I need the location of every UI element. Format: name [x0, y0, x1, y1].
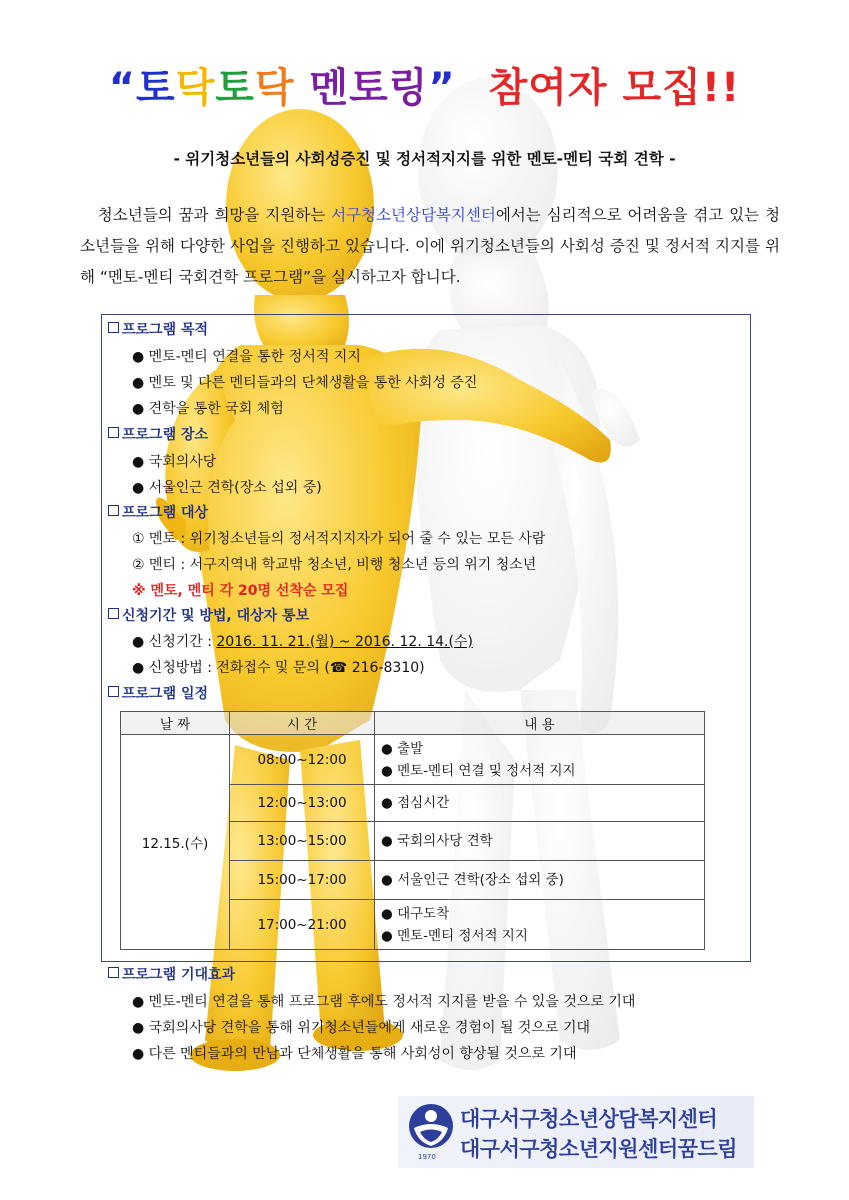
- effect-item-2: ● 국회의사당 견학을 통해 위기청소년들에게 새로운 경험이 될 것으로 기대: [132, 1020, 590, 1036]
- title-rest: 참여자 모집!!: [488, 65, 741, 111]
- section-heading-schedule: 프로그램 일정: [108, 683, 208, 703]
- header-date: 날 짜: [121, 712, 230, 735]
- logo-line-2: 대구서구청소년지원센터꿈드림: [460, 1137, 738, 1161]
- schedule-content: ● 대구도착 ● 멘토-멘티 정서적 지지: [375, 900, 705, 950]
- header-content: 내 용: [375, 712, 705, 735]
- place-item-2: ● 서울인근 견학(장소 섭외 중): [132, 480, 322, 496]
- intro-part1: 청소년들의 꿈과 희망을 지원하는: [97, 206, 332, 224]
- schedule-time: 08:00~12:00: [230, 735, 375, 785]
- checkbox-bullet-icon: [108, 505, 119, 516]
- title-word-2: 닥: [175, 65, 216, 111]
- target-item-mentor: ① 멘토 : 위기청소년들의 정서적지지자가 되어 줄 수 있는 모든 사람: [132, 531, 546, 547]
- target-item-mentee: ② 멘티 : 서구지역내 학교밖 청소년, 비행 청소년 등의 위기 청소년: [132, 557, 537, 573]
- schedule-date: 12.15.(수): [121, 735, 230, 950]
- intro-part2: 에서는 심리적으로 어려움을 겪고 있는 청소년들을 위해 다양한 사업을 진행하고 있습니다. 이에 위기청소년들의 사회성 증진 및 정서적 지지를 위해 “멘토-멘티 국회견학 프로그램”을 실시하고자 합니다.: [80, 206, 780, 286]
- intro-paragraph: [80, 200, 780, 293]
- title-word-4: 닥: [254, 65, 295, 111]
- intro-center-name: 서구청소년상담복지센터: [331, 206, 496, 224]
- checkbox-bullet-icon: [108, 608, 119, 619]
- schedule-time: 12:00~13:00: [230, 785, 375, 822]
- purpose-item-2: ● 멘토 및 다른 멘티들과의 단체생활을 통한 사회성 증진: [132, 375, 478, 391]
- checkbox-bullet-icon: [108, 967, 119, 978]
- purpose-item-1: ● 멘토-멘티 연결을 통한 정서적 지지: [132, 349, 361, 365]
- subtitle: - 위기청소년들의 사회성증진 및 정서적지지를 위한 멘토-멘티 국회 견학 -: [173, 150, 676, 168]
- effect-item-1: ● 멘토-멘티 연결을 통해 프로그램 후에도 정서적 지지를 받을 수 있을 것으로 기대: [132, 994, 636, 1010]
- effect-item-3: ● 다른 멘티들과의 만남과 단체생활을 통해 사회성이 향상될 것으로 기대: [132, 1046, 577, 1062]
- title-quote-close: ”: [428, 65, 456, 111]
- title-quote-open: “: [108, 65, 136, 111]
- place-item-1: ● 국회의사당: [132, 454, 217, 470]
- logo-year: 1970: [418, 1153, 436, 1161]
- schedule-content: ● 점심시간: [375, 785, 705, 822]
- table-row: [121, 735, 705, 785]
- organization-logo: [398, 1096, 754, 1168]
- apply-method: ● 신청방법 : 전화접수 및 문의 (☎ 216-8310): [132, 660, 425, 676]
- schedule-content: ● 국회의사당 견학: [375, 822, 705, 861]
- logo-line-1: 대구서구청소년상담복지센터: [460, 1107, 718, 1131]
- checkbox-bullet-icon: [108, 427, 119, 438]
- title-word-1: 토: [136, 65, 176, 111]
- section-heading-place: 프로그램 장소: [108, 424, 208, 444]
- schedule-time: 15:00~17:00: [230, 861, 375, 900]
- title-word-mentoring: 멘토링: [309, 65, 429, 111]
- section-heading-target: 프로그램 대상: [108, 502, 208, 522]
- schedule-content: ● 서울인근 견학(장소 섭외 중): [375, 861, 705, 900]
- section-heading-effect: 프로그램 기대효과: [108, 964, 235, 984]
- schedule-time: 17:00~21:00: [230, 900, 375, 950]
- apply-period-dates: 2016. 11. 21.(월) ~ 2016. 12. 14.(수): [216, 634, 473, 650]
- section-heading-apply: 신청기간 및 방법, 대상자 통보: [108, 605, 309, 625]
- checkbox-bullet-icon: [108, 686, 119, 697]
- schedule-content: ● 출발 ● 멘토-멘티 연결 및 정서적 지지: [375, 735, 705, 785]
- section-heading-purpose: 프로그램 목적: [108, 319, 208, 339]
- schedule-table: [120, 711, 705, 950]
- apply-period: ● 신청기간 : 2016. 11. 21.(월) ~ 2016. 12. 14.(수): [132, 634, 473, 650]
- organization-emblem-icon: [404, 1102, 458, 1158]
- purpose-item-3: ● 견학을 통한 국회 체험: [132, 401, 284, 417]
- title-word-3: 토: [215, 65, 255, 111]
- recruitment-notice: ※ 멘토, 멘티 각 20명 선착순 모집: [132, 583, 349, 599]
- page-title: [0, 56, 849, 113]
- schedule-header-row: [121, 712, 705, 735]
- schedule-time: 13:00~15:00: [230, 822, 375, 861]
- header-time: 시 간: [230, 712, 375, 735]
- checkbox-bullet-icon: [108, 322, 119, 333]
